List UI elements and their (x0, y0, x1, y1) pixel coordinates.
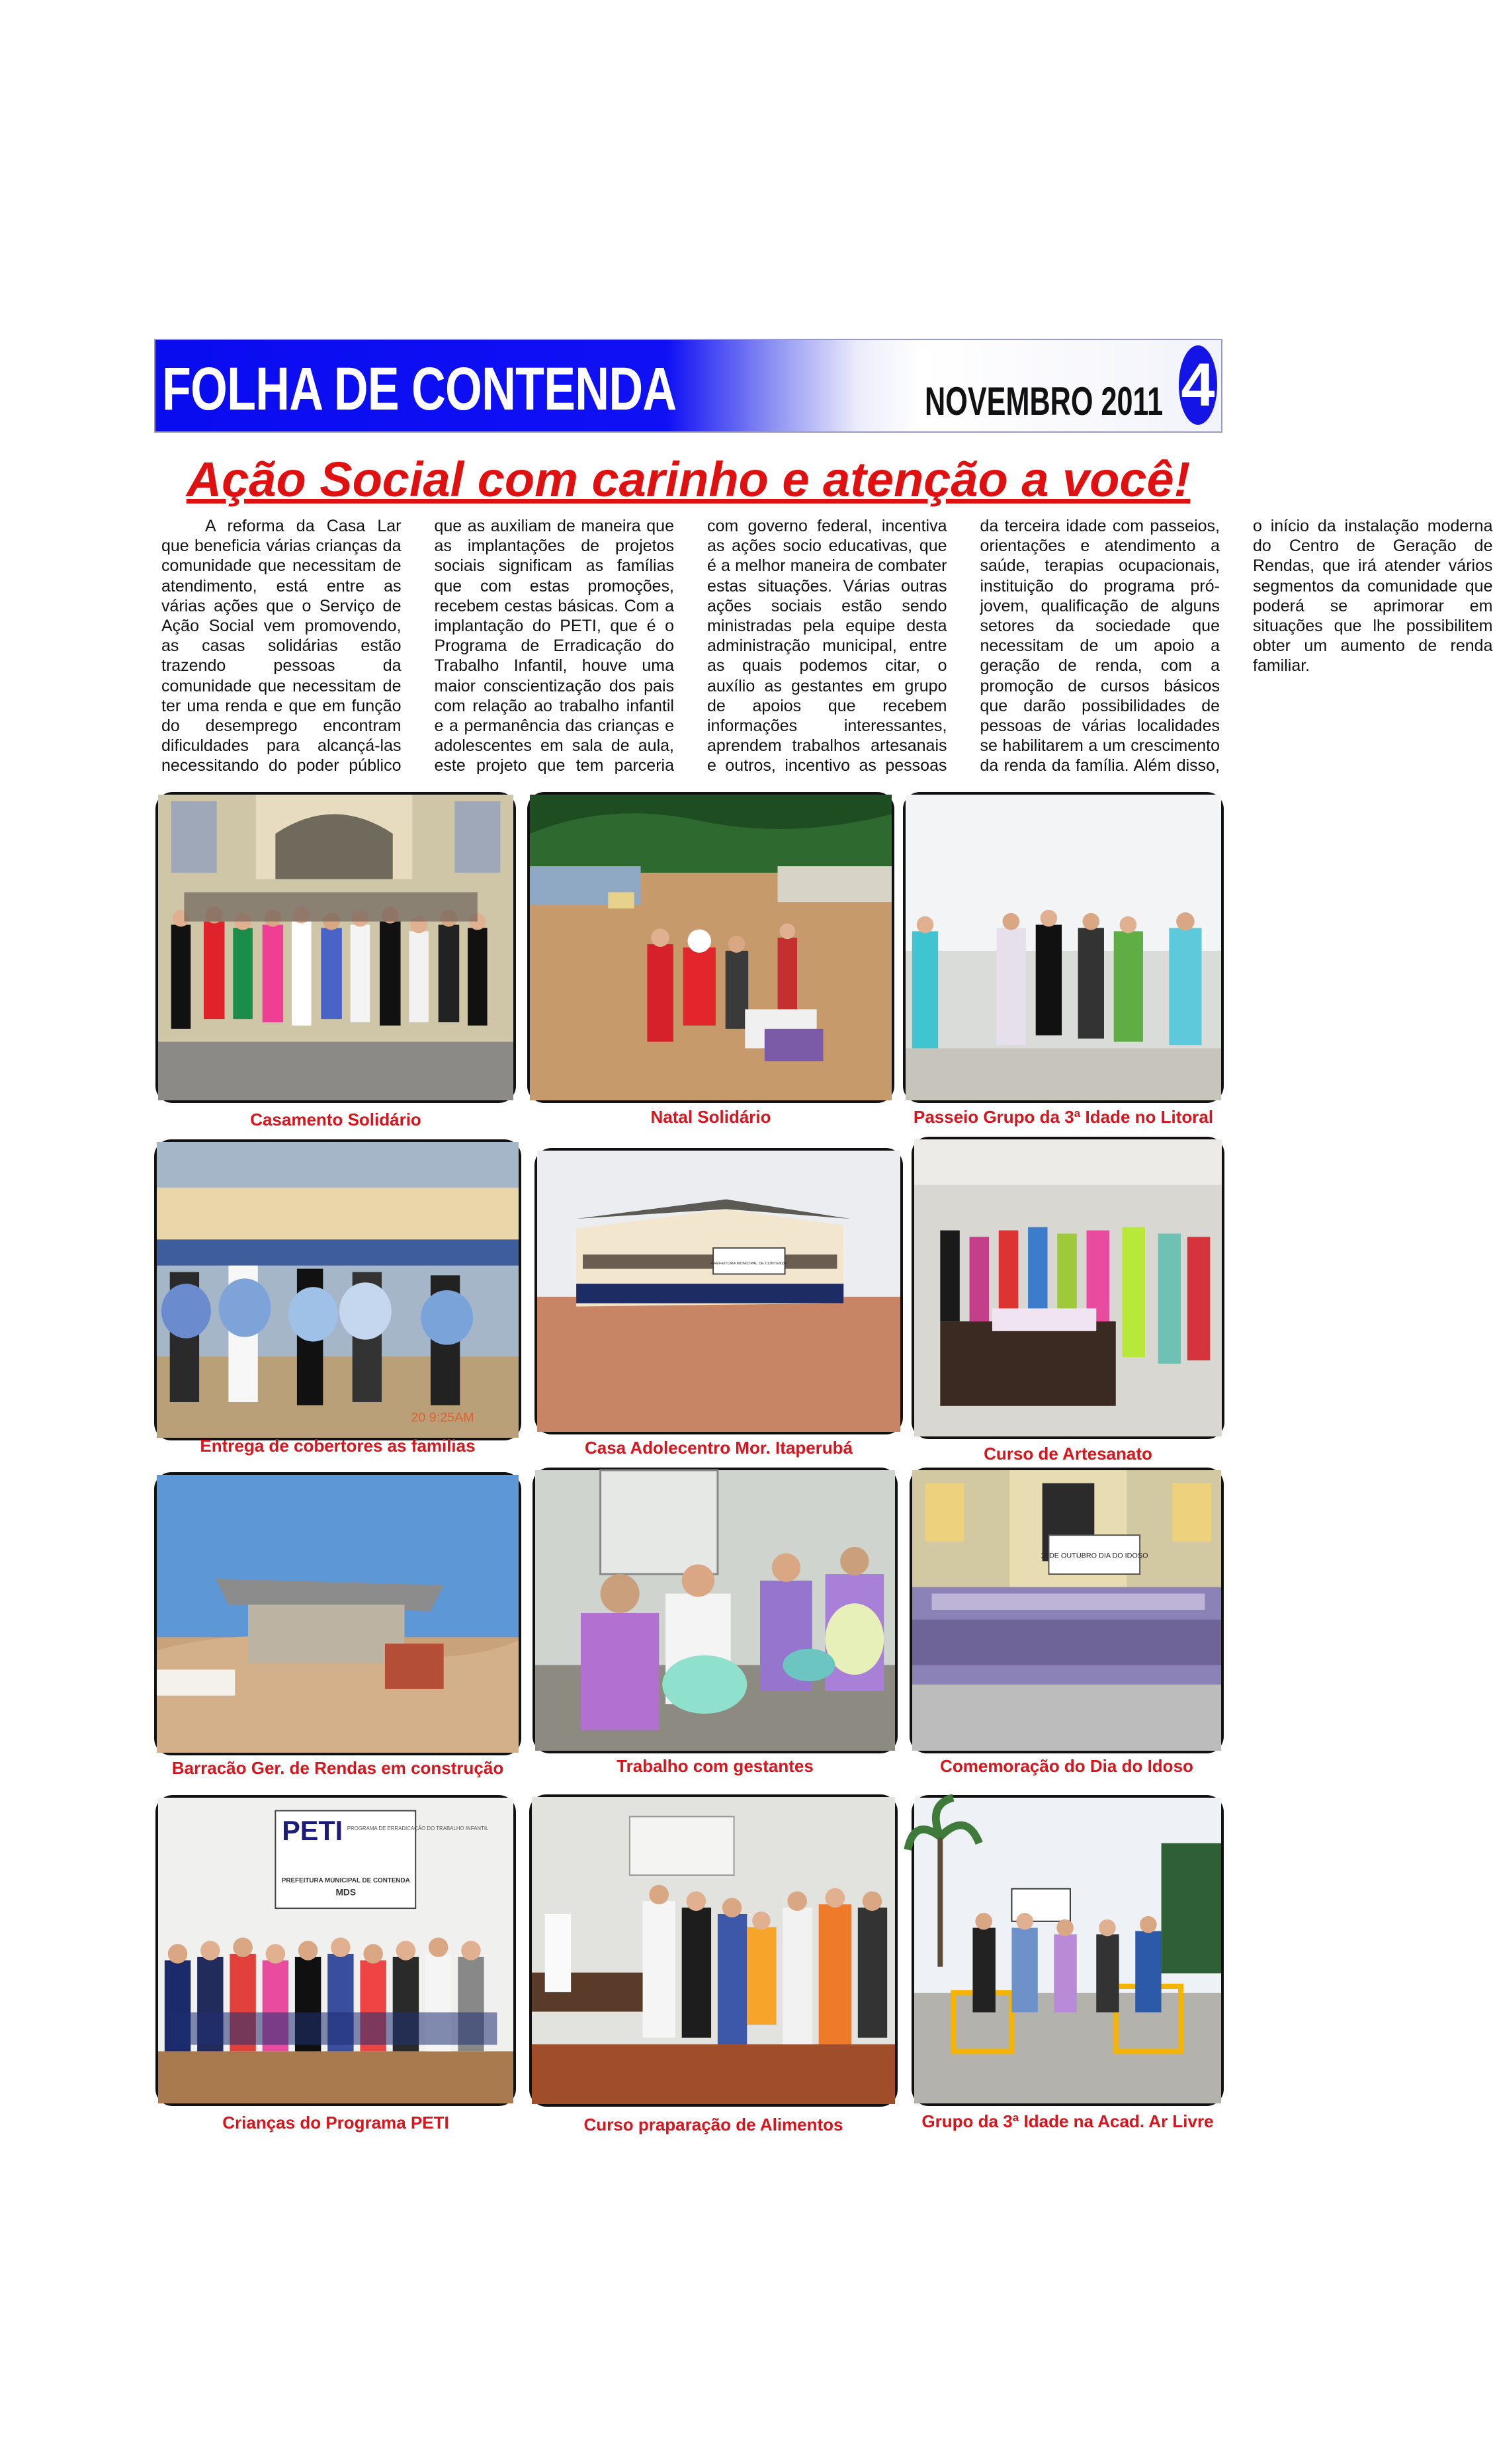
photo-card (533, 1468, 898, 1776)
photo-card (529, 1794, 898, 2134)
photo-criancas-peti (155, 1795, 516, 2106)
photo-card (154, 1139, 521, 1456)
sign-text: PREFEITURA MUNICIPAL DE CONTENDA (710, 1261, 787, 1266)
photo-curso-artesanato (912, 1137, 1224, 1439)
article-body (161, 516, 1493, 787)
photo-caption: Trabalho com gestantes (617, 1756, 814, 1776)
article-headline: Ação Social com carinho e atenção a você! (186, 452, 1191, 507)
photo-academia-ar-livre (912, 1795, 1224, 2106)
issue-date: NOVEMBRO 2011 (924, 379, 1163, 423)
photo-dia-do-idoso (910, 1468, 1224, 1753)
photo-card (155, 1795, 516, 2133)
masthead (154, 339, 1222, 433)
photo-card (527, 792, 894, 1127)
photo-casamento-solidario (155, 792, 516, 1103)
photo-caption: Grupo da 3ª Idade na Acad. Ar Livre (921, 2111, 1214, 2131)
photo-caption: Entrega de cobertores as familias (200, 1436, 476, 1456)
photo-card (910, 1468, 1224, 1776)
photo-casa-adolecentro (534, 1148, 903, 1434)
photo-card (534, 1148, 903, 1458)
photo-timestamp: 20 9:25AM (411, 1410, 474, 1425)
photo-passeio-litoral (903, 792, 1224, 1103)
photo-card (912, 1795, 1224, 2131)
photo-card (903, 792, 1224, 1127)
banner-text: 1º DE OUTUBRO DIA DO IDOSO (1041, 1552, 1148, 1560)
photo-caption: Crianças do Programa PETI (222, 2113, 449, 2133)
photo-caption: Casa Adolecentro Mor. Itaperubá (584, 1438, 853, 1458)
photo-caption: Curso praparação de Alimentos (583, 2115, 843, 2134)
photo-curso-alimentos (529, 1794, 898, 2107)
peti-program: PROGRAMA DE ERRADICAÇÃO DO TRABALHO INFANTIL (347, 1826, 489, 1832)
photo-card (912, 1137, 1224, 1464)
photo-caption: Barracão Ger. de Rendas em construção (171, 1758, 504, 1778)
photo-caption: Natal Solidário (650, 1107, 771, 1127)
photo-card (154, 1472, 521, 1778)
article-text: A reforma da Casa Lar que beneficia várias crianças da comunidade que necessitam de atendimento, está entre as várias ações que o Serviço de Ação Social vem promovendo, as casas solidárias estão trazendo pessoas da comunidade que necessitam de ter uma renda e que em função do desemprego encontram dificuldades para alcançá-las necessitando do poder público que as auxiliam de maneira que as implantações de projetos sociais significam as famílias que com estas promoções, recebem cestas básicas. Com a implantação do PETI, que é o Programa de Erradicação do Trabalho Infantil, houve uma maior conscientização dos pais com relação ao trabalho infantil e a permanência das crianças e adolescentes em sala de aula, este projeto que tem parceria com governo federal, incentiva as ações socio educativas, que é a melhor maneira de combater estas situações. Várias outras ações sociais estão sendo ministradas pela equipe desta administração municipal, entre as quais podemos citar, o auxílio as gestantes em grupo de apoios que recebem informações interessantes, aprendem trabalhos artesanais e outros, incentivo as pessoas da terceira idade com passeios, orientações e atendimento a saúde, terapias ocupacionais, instituição do programa pró-jovem, qualificação de alguns setores da sociedade que necessitam de um apoio a geração de renda, com a promoção de cursos básicos que darão possibilidades de pessoas de várias localidades se habilitarem a um crescimento da renda da família. Além disso, o início da instalação moderna do Centro de Geração de Rendas, que irá atender vários segmentos da comunidade que poderá se aprimorar em situações que lhe possibilitem obter um aumento de renda familiar. (161, 517, 1493, 775)
page-number-badge: 4 (1179, 345, 1217, 425)
photo-trabalho-gestantes (533, 1468, 898, 1753)
photo-caption: Passeio Grupo da 3ª Idade no Litoral (913, 1107, 1214, 1127)
photo-natal-solidario (527, 792, 894, 1103)
photo-caption: Casamento Solidário (250, 1110, 421, 1129)
newspaper-title: FOLHA DE CONTENDA (162, 355, 677, 423)
peti-city: PREFEITURA MUNICIPAL DE CONTENDA (281, 1876, 410, 1884)
peti-agency: MDS (335, 1887, 357, 1898)
photo-caption: Curso de Artesanato (984, 1444, 1152, 1464)
peti-logo: PETI (282, 1815, 343, 1846)
photo-entrega-cobertores (154, 1139, 521, 1440)
photo-barracao-construcao (154, 1472, 521, 1755)
photo-card (155, 792, 516, 1129)
photo-caption: Comemoração do Dia do Idoso (940, 1756, 1193, 1776)
